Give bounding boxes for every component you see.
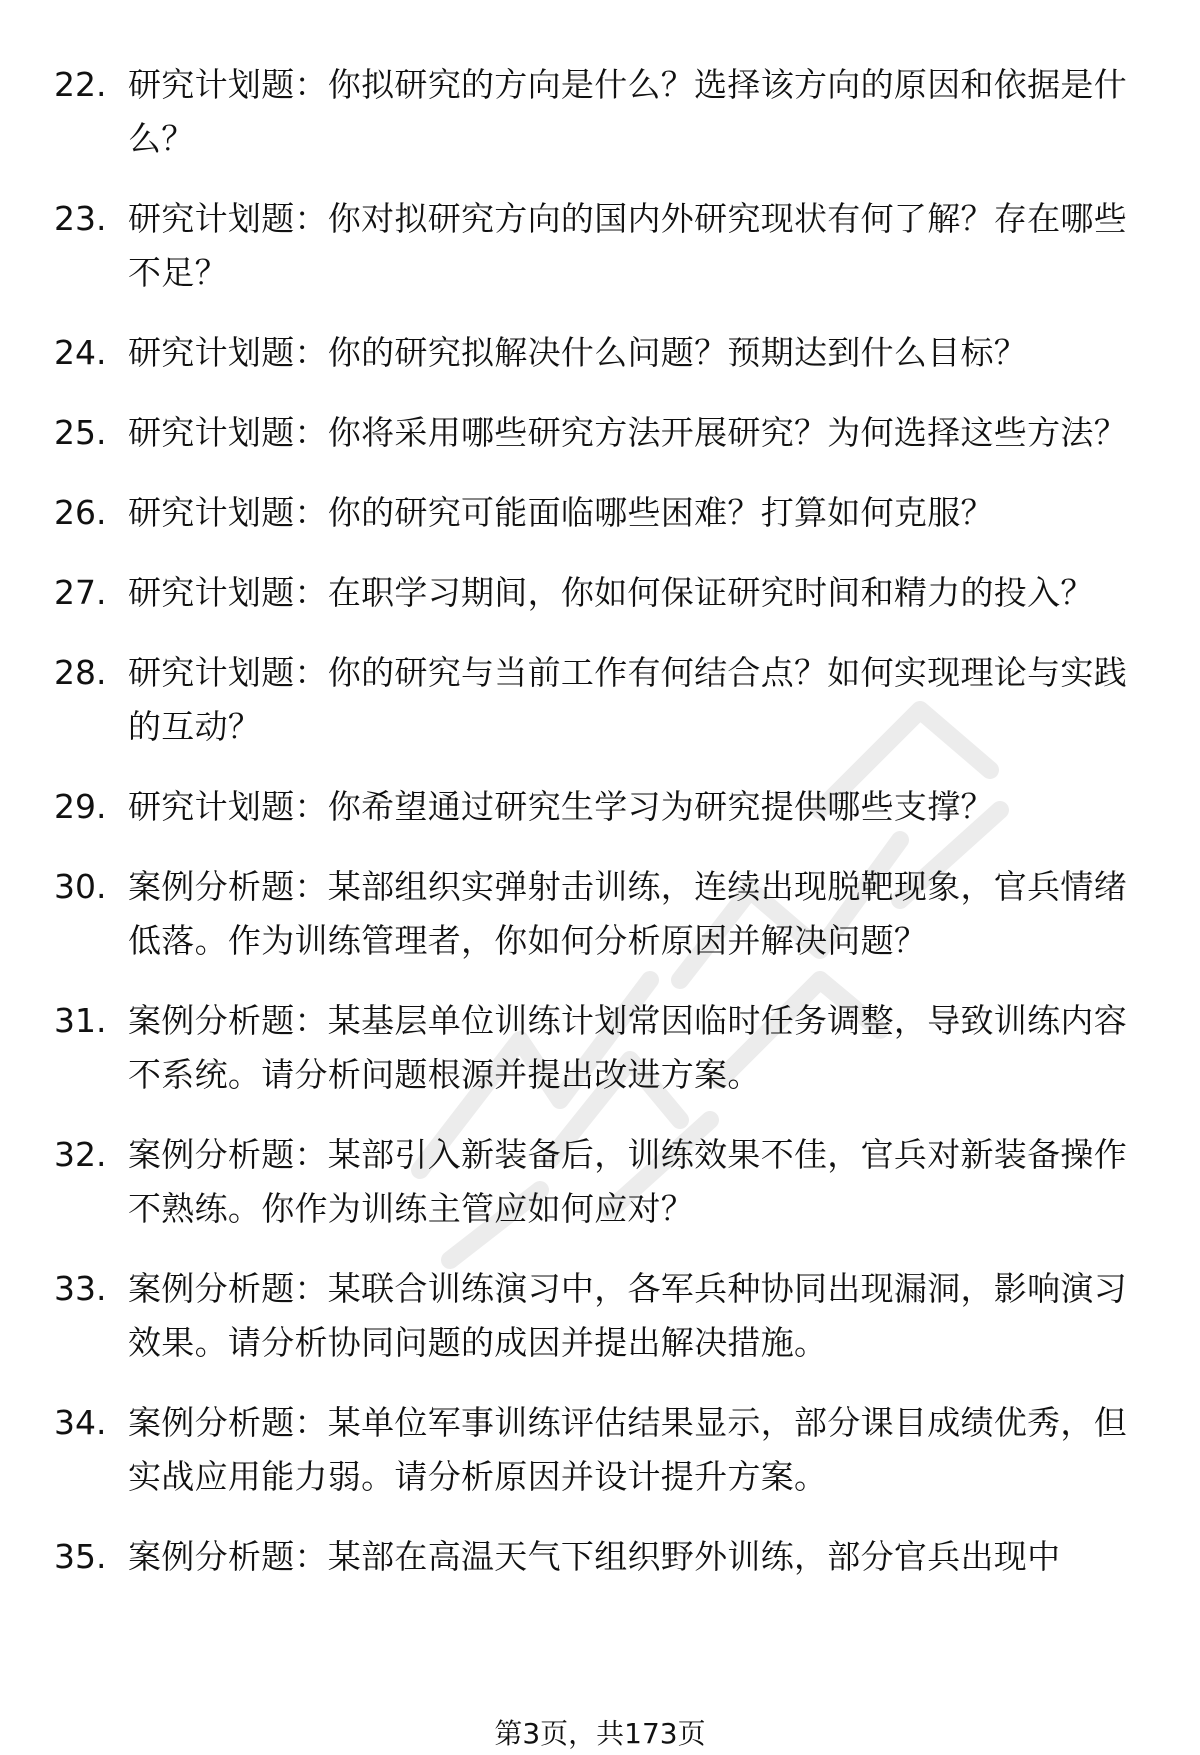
list-item: [0, 566, 1200, 620]
question-text: 研究计划题：你将采用哪些研究方法开展研究？为何选择这些方法？: [128, 413, 1127, 452]
question-number: 34.: [54, 1403, 107, 1442]
page-footer: 第3页，共173页: [494, 1717, 706, 1750]
question-number: 35.: [54, 1537, 107, 1576]
question-number: 27.: [54, 573, 107, 612]
question-text: 研究计划题：你的研究拟解决什么问题？预期达到什么目标？: [128, 333, 1028, 372]
list-item: [0, 780, 1200, 834]
list-item: [0, 58, 1200, 166]
question-number: 28.: [54, 653, 107, 692]
question-text: 研究计划题：你希望通过研究生学习为研究提供哪些支撑？: [128, 787, 994, 826]
list-item: [0, 192, 1200, 300]
list-item: [0, 406, 1200, 460]
question-number: 26.: [54, 493, 107, 532]
question-text: 案例分析题：某部引入新装备后，训练效果不佳，官兵对新装备操作不熟练。你作为训练主管应如何应对？: [128, 1135, 1127, 1228]
question-number: 22.: [54, 65, 107, 104]
list-item: [0, 1128, 1200, 1236]
question-text: 案例分析题：某部组织实弹射击训练，连续出现脱靶现象，官兵情绪低落。作为训练管理者，你如何分析原因并解决问题？: [128, 867, 1127, 960]
question-text: 案例分析题：某基层单位训练计划常因临时任务调整，导致训练内容不系统。请分析问题根源并提出改进方案。: [128, 1001, 1127, 1094]
list-item: [0, 326, 1200, 380]
list-item: [0, 994, 1200, 1102]
question-number: 30.: [54, 867, 107, 906]
question-number: 29.: [54, 787, 107, 826]
list-item: [0, 646, 1200, 754]
question-number: 32.: [54, 1135, 107, 1174]
question-number: 33.: [54, 1269, 107, 1308]
list-item: [0, 1530, 1200, 1584]
question-text: 研究计划题：你对拟研究方向的国内外研究现状有何了解？存在哪些不足？: [128, 199, 1127, 292]
list-item: [0, 860, 1200, 968]
question-number: 24.: [54, 333, 107, 372]
question-text: 研究计划题：你拟研究的方向是什么？选择该方向的原因和依据是什么？: [128, 65, 1127, 158]
question-number: 25.: [54, 413, 107, 452]
list-item: [0, 1396, 1200, 1504]
question-text: 研究计划题：你的研究与当前工作有何结合点？如何实现理论与实践的互动？: [128, 653, 1127, 746]
question-text: 案例分析题：某单位军事训练评估结果显示，部分课目成绩优秀，但实战应用能力弱。请分析原因并设计提升方案。: [128, 1403, 1127, 1496]
question-text: 研究计划题：在职学习期间，你如何保证研究时间和精力的投入？: [128, 573, 1094, 612]
question-text: 研究计划题：你的研究可能面临哪些困难？打算如何克服？: [128, 493, 994, 532]
question-text: 案例分析题：某联合训练演习中，各军兵种协同出现漏洞，影响演习效果。请分析协同问题的成因并提出解决措施。: [128, 1269, 1127, 1362]
question-text: 案例分析题：某部在高温天气下组织野外训练，部分官兵出现中: [128, 1537, 1061, 1576]
question-number: 23.: [54, 199, 107, 238]
question-list: [0, 58, 1200, 1610]
question-number: 31.: [54, 1001, 107, 1040]
list-item: [0, 1262, 1200, 1370]
list-item: [0, 486, 1200, 540]
